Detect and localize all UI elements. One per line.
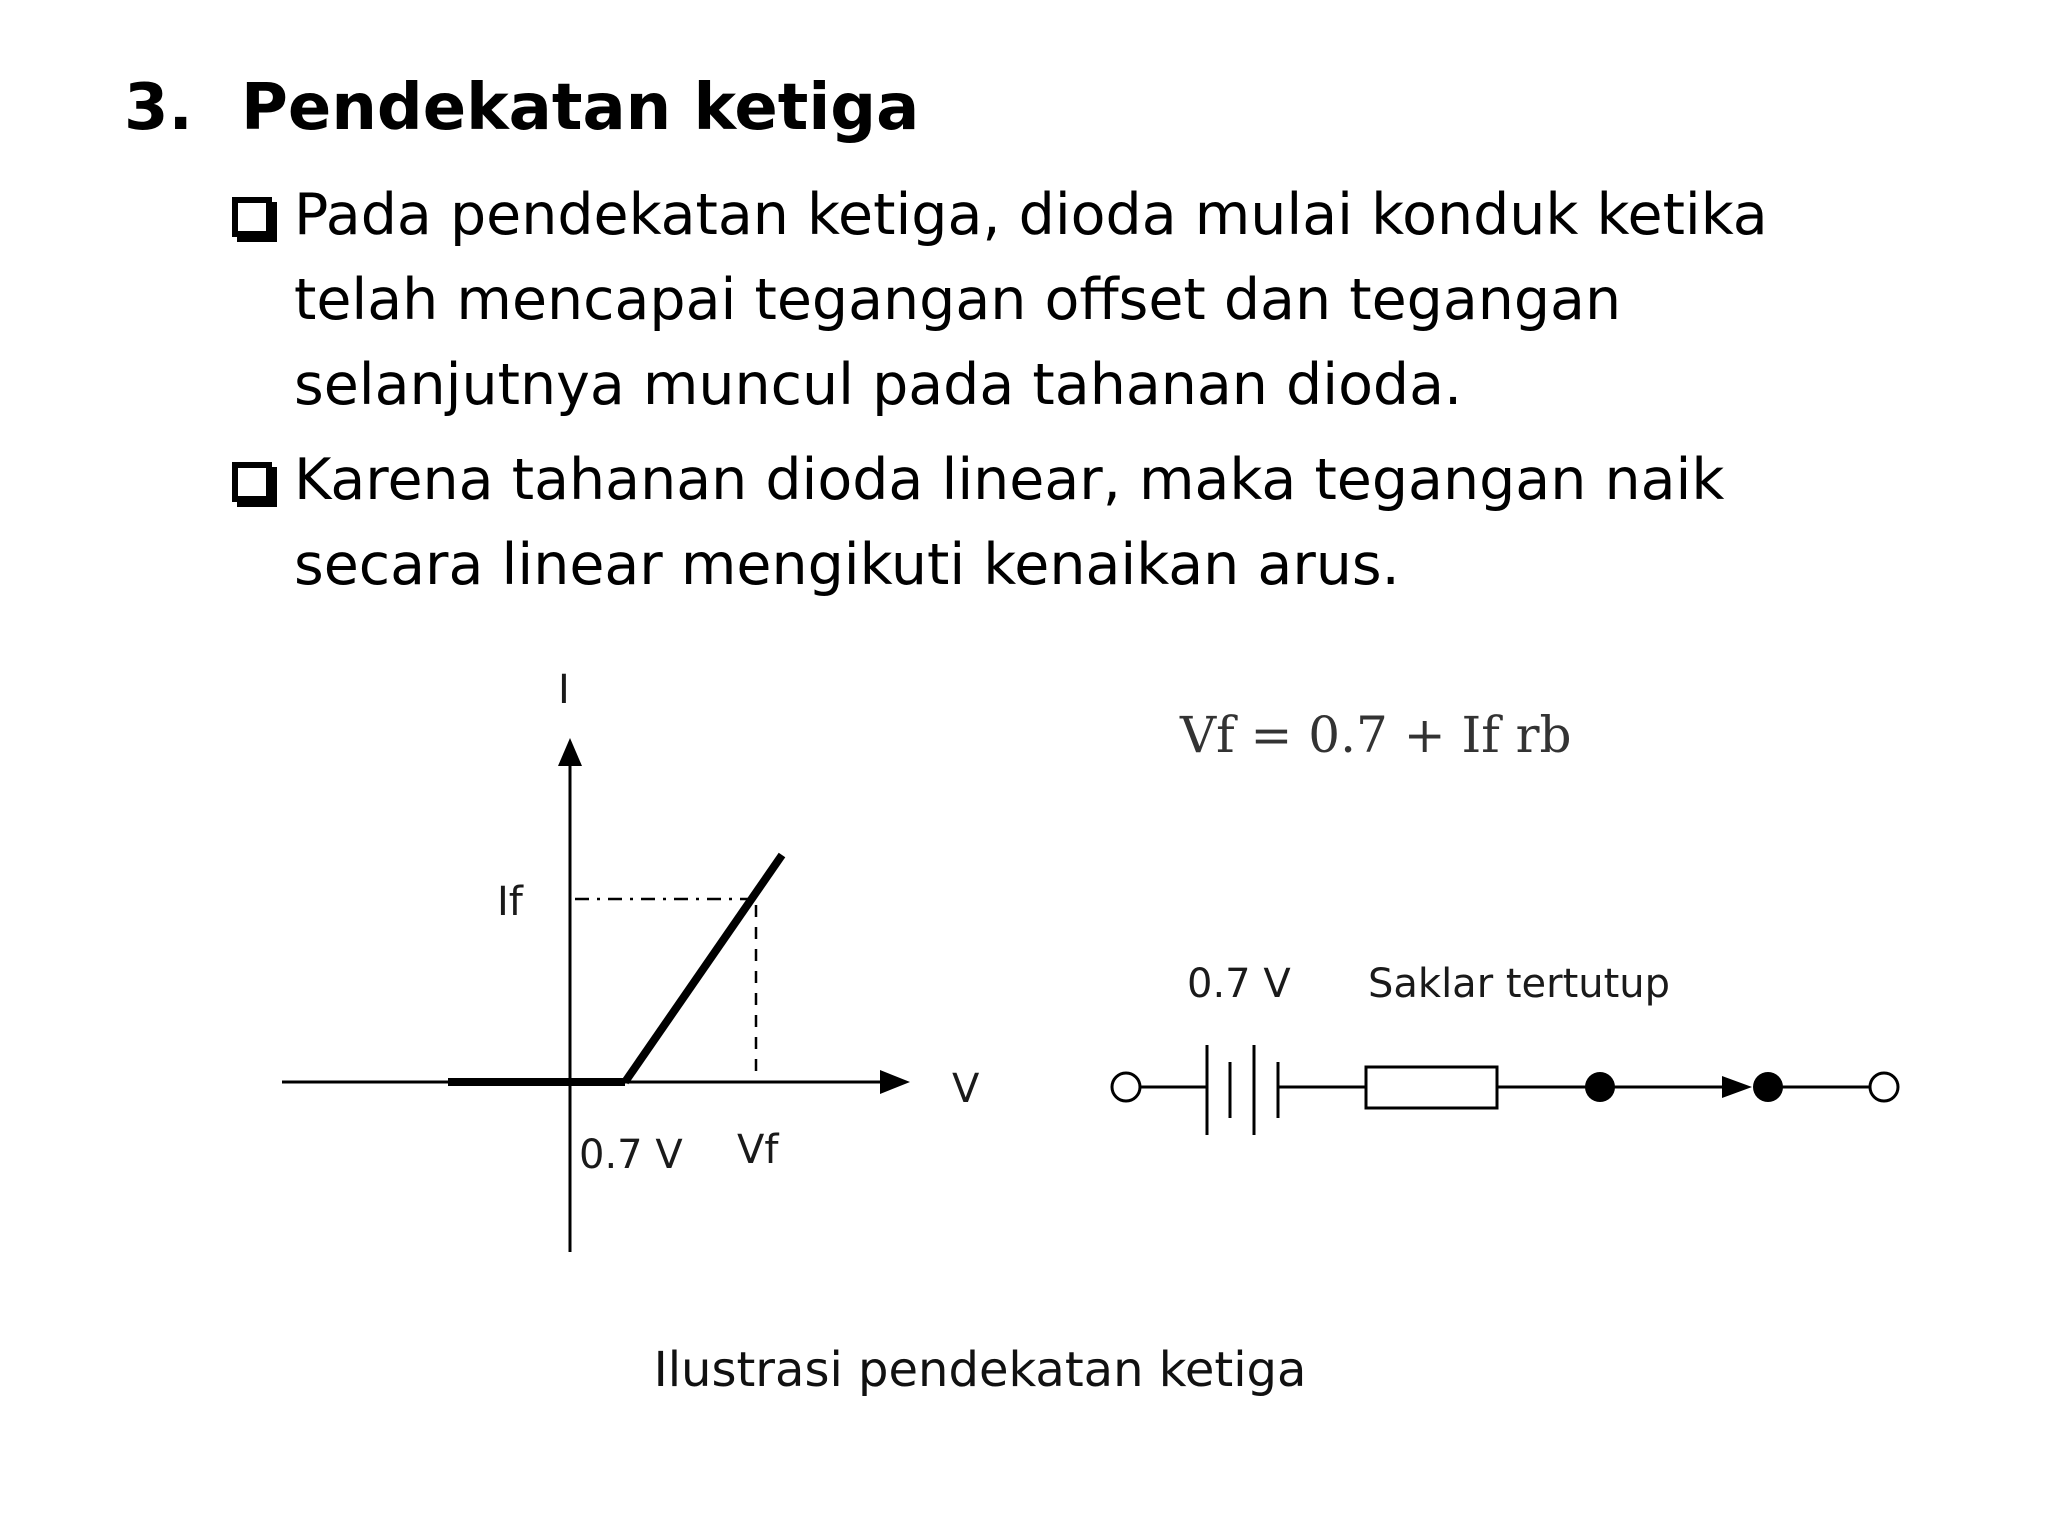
bullet-text-1: Pada pendekatan ketiga, dioda mulai konduk ketika telah mencapai tegangan offset dan tegangan selanjutnya muncul pada tahanan dioda. (294, 182, 1768, 418)
iv-graph (282, 667, 980, 1252)
offset-voltage-label: 0.7 V (579, 1132, 683, 1178)
v-axis-label: V (952, 1066, 980, 1112)
vf-label: Vf (737, 1127, 779, 1173)
resistor-symbol (1366, 1067, 1497, 1108)
forward-voltage-formula: Vf = 0.7 + If rb (1180, 706, 1572, 764)
left-terminal (1112, 1073, 1140, 1101)
bullet-text-2: Karena tahanan dioda linear, maka tegangan naik secara linear mengikuti kenaikan arus. (294, 447, 1725, 598)
right-terminal (1870, 1073, 1898, 1101)
battery-symbol (1207, 1045, 1278, 1135)
closed-switch-symbol (1585, 1072, 1783, 1102)
i-axis-label: I (558, 667, 570, 713)
v-axis-arrowhead (880, 1070, 910, 1094)
equivalent-circuit (1112, 961, 1898, 1135)
heading-title: Pendekatan ketiga (241, 71, 920, 145)
i-axis-arrowhead (558, 738, 582, 766)
if-label: If (497, 879, 523, 925)
battery-voltage-label: 0.7 V (1187, 961, 1291, 1007)
linear-rise-segment (625, 855, 782, 1082)
heading-number: 3. (124, 71, 193, 145)
switch-label: Saklar tertutup (1368, 961, 1671, 1007)
figure-caption: Ilustrasi pendekatan ketiga (653, 1342, 1307, 1398)
